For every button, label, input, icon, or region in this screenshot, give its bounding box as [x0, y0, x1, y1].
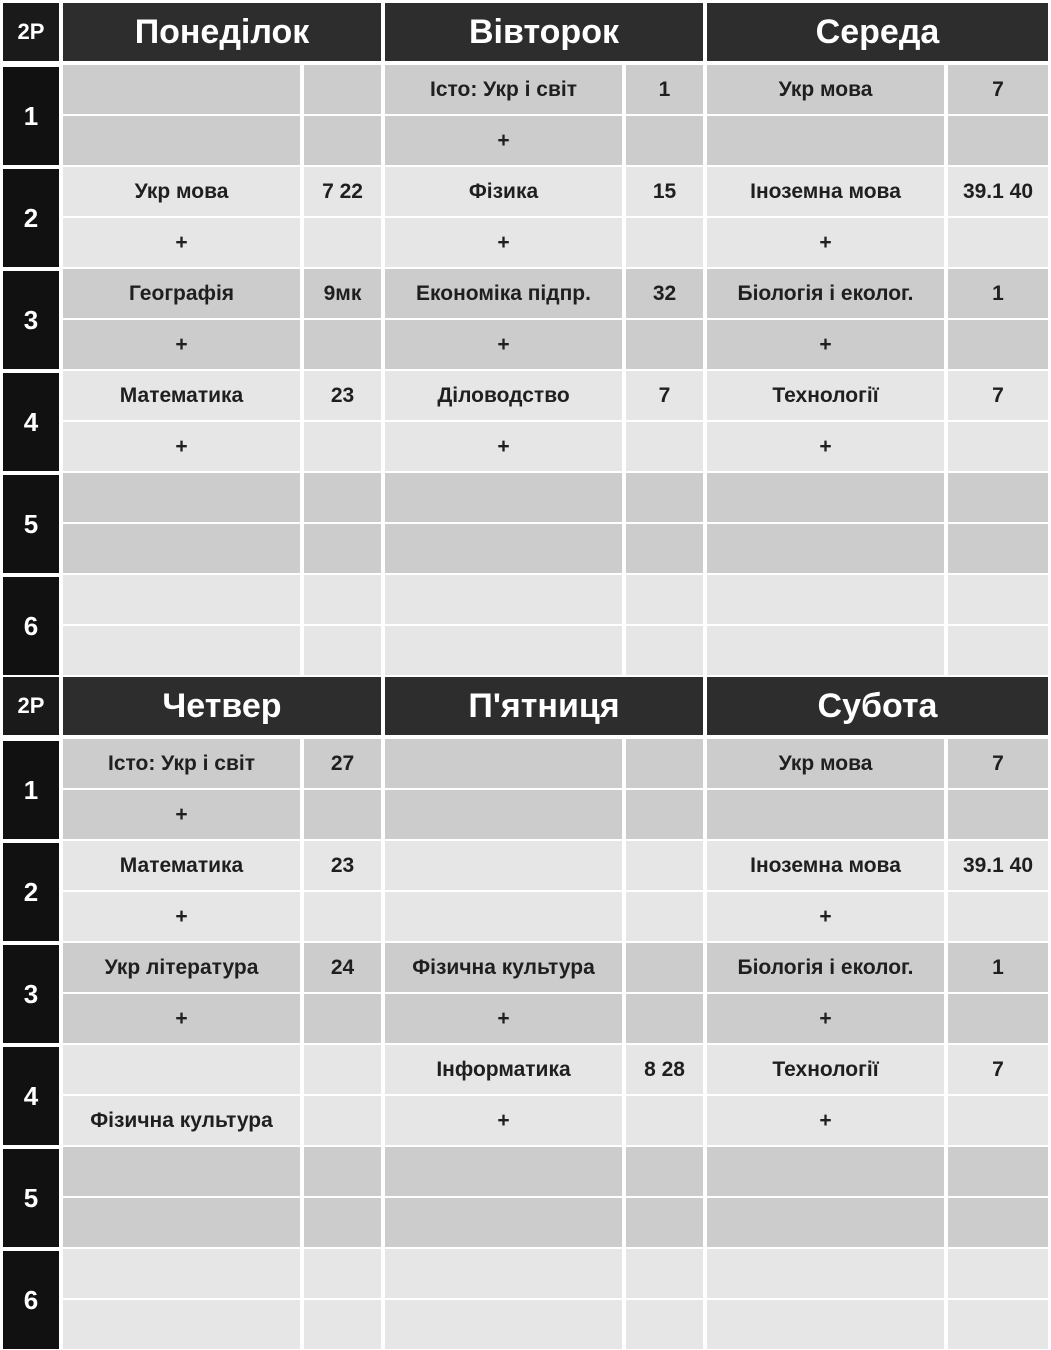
lesson-subject: Математика [63, 371, 300, 420]
lesson-room-alt [626, 1198, 703, 1247]
lesson-number: 3 [3, 945, 59, 1043]
lesson-room: 1 [626, 65, 703, 114]
lesson-number: 6 [3, 577, 59, 675]
lesson-subject: Біологія і еколог. [707, 943, 944, 992]
lesson-subject-alt: + [385, 320, 622, 369]
lesson-subject-alt [63, 1198, 300, 1247]
lesson-subject-alt: + [385, 1096, 622, 1145]
lesson-room-alt [948, 116, 1048, 165]
lesson-subject-alt [707, 626, 944, 675]
lesson-subject [385, 1147, 622, 1196]
lesson-subject: Іноземна мова [707, 841, 944, 890]
lesson-room-alt [626, 626, 703, 675]
lesson-number: 5 [3, 475, 59, 573]
lesson-subject [707, 575, 944, 624]
lesson-number: 2 [3, 169, 59, 267]
lesson-subject: Географія [63, 269, 300, 318]
lesson-room-alt [304, 994, 381, 1043]
lesson-room: 32 [626, 269, 703, 318]
lesson-subject-alt: + [63, 790, 300, 839]
lesson-subject-alt [385, 1198, 622, 1247]
lesson-subject: Математика [63, 841, 300, 890]
lesson-subject-alt: + [63, 994, 300, 1043]
lesson-room-alt [304, 1096, 381, 1145]
lesson-subject-alt: + [385, 218, 622, 267]
lesson-subject: Технології [707, 1045, 944, 1094]
lesson-room [626, 1249, 703, 1298]
lesson-subject: Фізична культура [385, 943, 622, 992]
lesson-subject-alt [385, 1300, 622, 1349]
lesson-room: 7 [948, 739, 1048, 788]
lesson-room-alt [948, 626, 1048, 675]
lesson-room: 23 [304, 371, 381, 420]
lesson-room: 7 [948, 1045, 1048, 1094]
lesson-number: 2 [3, 843, 59, 941]
lesson-subject [63, 1249, 300, 1298]
lesson-subject: Істо: Укр і світ [385, 65, 622, 114]
lesson-subject-alt: + [707, 320, 944, 369]
lesson-room-alt [948, 1096, 1048, 1145]
lesson-room [948, 575, 1048, 624]
day-header: Четвер [63, 677, 381, 735]
lesson-room-alt [948, 994, 1048, 1043]
lesson-subject: Технології [707, 371, 944, 420]
lesson-room [304, 1147, 381, 1196]
lesson-room-alt [948, 422, 1048, 471]
lesson-subject-alt [385, 524, 622, 573]
lesson-room [948, 473, 1048, 522]
lesson-room: 7 22 [304, 167, 381, 216]
lesson-subject: Укр мова [707, 739, 944, 788]
lesson-room [304, 473, 381, 522]
lesson-subject-alt [385, 790, 622, 839]
lesson-room-alt [626, 1300, 703, 1349]
lesson-room-alt [626, 994, 703, 1043]
lesson-number: 3 [3, 271, 59, 369]
lesson-room-alt [304, 116, 381, 165]
lesson-room: 23 [304, 841, 381, 890]
lesson-subject-alt [63, 1300, 300, 1349]
lesson-subject [63, 1147, 300, 1196]
lesson-subject-alt [63, 626, 300, 675]
lesson-subject-alt [707, 1198, 944, 1247]
lesson-room-alt [304, 320, 381, 369]
lesson-number: 1 [3, 67, 59, 165]
lesson-subject-alt [63, 116, 300, 165]
lesson-subject-alt: + [385, 422, 622, 471]
lesson-subject-alt: + [63, 422, 300, 471]
lesson-subject-alt [385, 892, 622, 941]
lesson-subject: Укр література [63, 943, 300, 992]
lesson-room-alt [626, 892, 703, 941]
lesson-subject: Біологія і еколог. [707, 269, 944, 318]
lesson-subject: Укр мова [707, 65, 944, 114]
lesson-subject-alt: + [707, 422, 944, 471]
lesson-room-alt [304, 1300, 381, 1349]
lesson-subject-alt: + [707, 892, 944, 941]
lesson-subject-alt [707, 1300, 944, 1349]
lesson-subject: Укр мова [63, 167, 300, 216]
lesson-subject-alt: + [385, 116, 622, 165]
lesson-room-alt [948, 320, 1048, 369]
lesson-subject: Істо: Укр і світ [63, 739, 300, 788]
lesson-room-alt [304, 626, 381, 675]
lesson-subject [63, 575, 300, 624]
lesson-subject-alt: + [63, 892, 300, 941]
lesson-room-alt [948, 1300, 1048, 1349]
lesson-room [626, 739, 703, 788]
lesson-number: 4 [3, 1047, 59, 1145]
lesson-subject [707, 1147, 944, 1196]
lesson-number: 1 [3, 741, 59, 839]
lesson-subject: Фізика [385, 167, 622, 216]
lesson-room-alt [626, 218, 703, 267]
lesson-room: 7 [948, 371, 1048, 420]
lesson-room-alt [304, 422, 381, 471]
lesson-room [304, 575, 381, 624]
lesson-room: 15 [626, 167, 703, 216]
lesson-room [304, 1249, 381, 1298]
lesson-room [948, 1147, 1048, 1196]
day-header: Вівторок [385, 3, 703, 61]
day-header: Понеділок [63, 3, 381, 61]
lesson-subject [385, 739, 622, 788]
lesson-room-alt [304, 218, 381, 267]
lesson-subject [63, 65, 300, 114]
lesson-room: 7 [948, 65, 1048, 114]
lesson-subject [63, 473, 300, 522]
lesson-number: 6 [3, 1251, 59, 1349]
day-header: Середа [707, 3, 1048, 61]
lesson-room-alt [304, 892, 381, 941]
lesson-subject-alt: + [707, 1096, 944, 1145]
lesson-room [304, 65, 381, 114]
lesson-room [626, 473, 703, 522]
lesson-room: 27 [304, 739, 381, 788]
lesson-room: 8 28 [626, 1045, 703, 1094]
lesson-subject-alt: + [63, 320, 300, 369]
lesson-room-alt [304, 524, 381, 573]
lesson-room-alt [626, 1096, 703, 1145]
lesson-subject-alt: Фізична культура [63, 1096, 300, 1145]
lesson-room-alt [626, 790, 703, 839]
lesson-room-alt [948, 1198, 1048, 1247]
lesson-room-alt [626, 116, 703, 165]
lesson-room [626, 841, 703, 890]
lesson-subject: Іноземна мова [707, 167, 944, 216]
lesson-subject: Економіка підпр. [385, 269, 622, 318]
lesson-room [304, 1045, 381, 1094]
lesson-room-alt [626, 320, 703, 369]
lesson-number: 4 [3, 373, 59, 471]
lesson-room-alt [948, 218, 1048, 267]
lesson-room: 7 [626, 371, 703, 420]
lesson-room [626, 1147, 703, 1196]
lesson-subject-alt [707, 524, 944, 573]
lesson-room [626, 943, 703, 992]
lesson-subject [385, 841, 622, 890]
lesson-room-alt [304, 790, 381, 839]
lesson-subject [707, 1249, 944, 1298]
lesson-subject-alt [707, 116, 944, 165]
lesson-room [948, 1249, 1048, 1298]
lesson-subject-alt [385, 626, 622, 675]
class-label: 2Р [3, 3, 59, 61]
lesson-subject-alt [63, 524, 300, 573]
lesson-subject-alt [707, 790, 944, 839]
lesson-room [626, 575, 703, 624]
lesson-subject [707, 473, 944, 522]
lesson-subject-alt: + [707, 218, 944, 267]
lesson-room-alt [948, 524, 1048, 573]
lesson-room-alt [626, 524, 703, 573]
lesson-subject [385, 1249, 622, 1298]
lesson-room: 1 [948, 943, 1048, 992]
lesson-room: 39.1 40 [948, 167, 1048, 216]
lesson-room: 1 [948, 269, 1048, 318]
lesson-room-alt [304, 1198, 381, 1247]
lesson-subject-alt: + [63, 218, 300, 267]
day-header: П'ятниця [385, 677, 703, 735]
lesson-subject-alt: + [707, 994, 944, 1043]
lesson-room: 24 [304, 943, 381, 992]
lesson-subject [63, 1045, 300, 1094]
lesson-number: 5 [3, 1149, 59, 1247]
lesson-room: 9мк [304, 269, 381, 318]
lesson-room-alt [626, 422, 703, 471]
lesson-subject: Діловодство [385, 371, 622, 420]
day-header: Субота [707, 677, 1048, 735]
lesson-room: 39.1 40 [948, 841, 1048, 890]
class-label: 2Р [3, 677, 59, 735]
lesson-subject [385, 575, 622, 624]
lesson-room-alt [948, 790, 1048, 839]
lesson-subject [385, 473, 622, 522]
lesson-subject-alt: + [385, 994, 622, 1043]
lesson-subject: Інформатика [385, 1045, 622, 1094]
lesson-room-alt [948, 892, 1048, 941]
